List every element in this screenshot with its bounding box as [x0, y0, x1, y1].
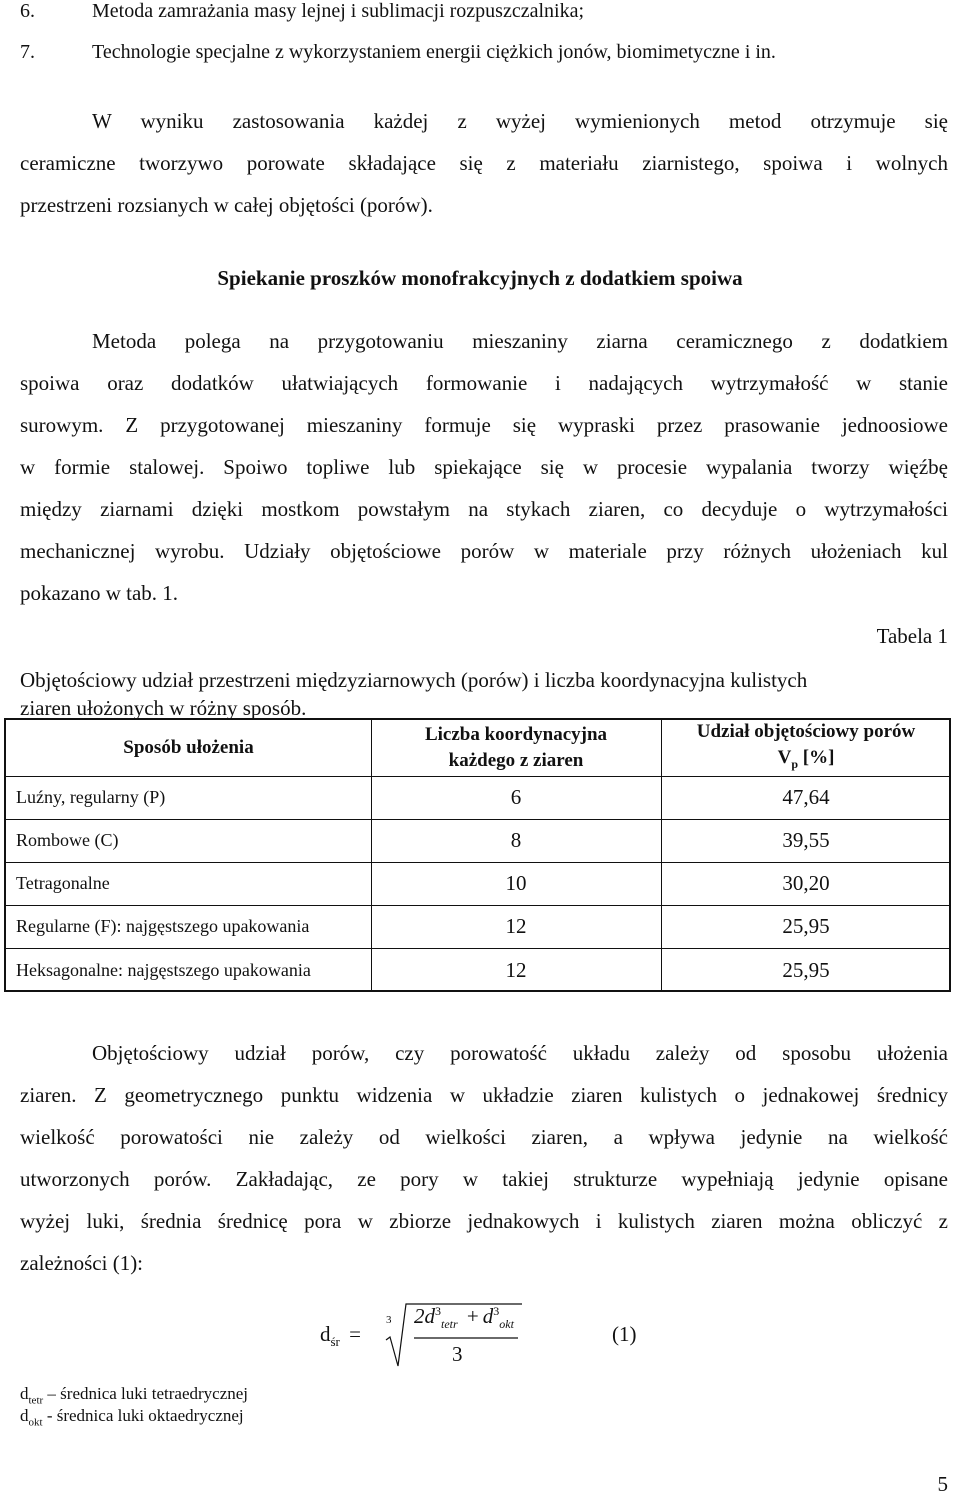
legend-subscript: okt [28, 1416, 43, 1429]
formula-denominator: 3 [452, 1342, 463, 1366]
intro-paragraph [20, 100, 948, 226]
cell-coordination: 12 [505, 914, 527, 938]
porosity-table [4, 718, 951, 992]
paragraph-line: pokazano w tab. 1. [20, 581, 179, 605]
formula [320, 1300, 660, 1380]
table-row [6, 905, 951, 949]
cell-arrangement: Tetragonalne [16, 873, 110, 893]
cell-coordination: 12 [505, 957, 527, 982]
header-subscript: p [791, 756, 798, 771]
table-row [6, 862, 951, 906]
cell-arrangement: Regularne (F): najgęstszego upakowania [16, 916, 310, 936]
list-item-6 [20, 0, 584, 23]
header-symbol: V [777, 747, 792, 769]
paragraph-line: w formie stalowej. Spoiwo topliwe lub spiekające się w procesie wypalania tworzy więźbę [20, 455, 948, 479]
legend-subscript: tetr [28, 1394, 44, 1407]
table-label: Tabela 1 [876, 624, 948, 648]
page-number: 5 [937, 1472, 948, 1496]
legend-symbol: d [20, 1384, 29, 1403]
legend-okt [20, 1406, 244, 1428]
formula-numerator [414, 1304, 514, 1332]
header-line: Liczba koordynacyjna [424, 724, 608, 745]
list-number: 7. [20, 41, 35, 63]
paragraph-line: surowym. Z przygotowanej mieszaniny formuje się wypraski przez prasowanie jednoosiowe [20, 413, 948, 437]
formula-lhs [320, 1322, 361, 1350]
paragraph-line: utworzonych porów. Zakładając, ze pory w takiej strukturze wypełniają jedynie opisane [20, 1167, 948, 1191]
paragraph-line: wielkość porowatości nie zależy od wielkości ziaren, a wpływa jedynie na wielkość [20, 1125, 948, 1149]
cell-coordination: 8 [510, 828, 522, 852]
paragraph-line: spoiwa oraz dodatków ułatwiających formowanie i nadających wytrzymałość w stanie [20, 371, 948, 395]
paragraph-line: przestrzeni rozsianych w całej objętości (porów). [20, 193, 433, 217]
paragraph-line: między ziarnami dzięki mostkom powstałym na stykach ziaren, co decyduje o wytrzymałości [20, 497, 948, 521]
legend-tetr [20, 1384, 248, 1406]
cell-coordination: 6 [510, 785, 522, 809]
header-arrangement: Sposób ułożenia [123, 737, 254, 758]
formula-equals: = [349, 1322, 361, 1346]
paragraph-line: mechanicznej wyrobu. Udziały objętościowe porów w materiale przy różnych ułożeniach kul [20, 539, 948, 563]
formula-term: 2d [414, 1304, 435, 1328]
formula-term: d [482, 1304, 494, 1328]
cell-porosity: 30,20 [782, 871, 830, 895]
header-line [778, 745, 835, 777]
header-line: Udział objętościowy porów [696, 721, 916, 743]
formula-symbol: d [320, 1322, 331, 1346]
legend-symbol: d [20, 1406, 29, 1425]
equation-number: (1) [612, 1322, 637, 1346]
cell-porosity: 25,95 [782, 914, 830, 938]
paragraph-line: wyżej luki, średnia średnicę pora w zbiorze jednakowych i kulistych ziaren można obliczyć z [20, 1209, 948, 1233]
list-number: 6. [20, 0, 35, 22]
paragraph-line: Objętościowy udział porów, czy porowatość układu zależy od sposobu ułożenia [92, 1041, 948, 1065]
paragraph-line: ceramiczne tworzywo porowate składające się z materiału ziarnistego, spoiwa i wolnych [20, 151, 948, 175]
porosity-paragraph [20, 1032, 948, 1284]
table-row [6, 776, 951, 820]
paragraph-line: ziaren. Z geometrycznego punktu widzenia w układzie ziaren kulistych o jednakowej średnicy [20, 1083, 948, 1107]
paragraph-line: Metoda polega na przygotowaniu mieszaniny ziarna ceramicznego z dodatkiem [92, 329, 948, 353]
section-title: Spiekanie proszków monofrakcyjnych z dodatkiem spoiwa [217, 266, 743, 290]
list-item-7 [20, 41, 776, 64]
list-text: Metoda zamrażania masy lejnej i sublimacji rozpuszczalnika; [92, 0, 585, 22]
legend-text: - średnica luki oktaedrycznej [42, 1406, 244, 1425]
table-header-row [6, 720, 951, 777]
formula-subscript: śr [330, 1334, 340, 1350]
caption-line: Objętościowy udział przestrzeni międzyziarnowych (porów) i liczba koordynacyjna kulistych [20, 668, 808, 692]
formula-subscript: okt [499, 1317, 514, 1332]
table-row [6, 948, 951, 992]
paragraph-line: zależności (1): [20, 1251, 144, 1275]
formula-subscript: tetr [441, 1317, 458, 1332]
cell-arrangement: Rombowe (C) [16, 830, 119, 850]
list-text: Technologie specjalne z wykorzystaniem energii ciężkich jonów, biomimetyczne i in. [92, 41, 776, 63]
cell-porosity: 39,55 [782, 828, 830, 852]
caption-line: ziaren ułożonych w różny sposób. [20, 696, 307, 720]
formula-exponent: 3 [493, 1304, 500, 1318]
table-caption [20, 666, 950, 722]
root-index: 3 [386, 1314, 392, 1326]
header-unit: [%] [798, 747, 835, 769]
header-porosity [661, 720, 951, 776]
header-line: każdego z ziaren [448, 750, 584, 771]
cell-porosity: 25,95 [782, 957, 830, 982]
cell-arrangement: Luźny, regularny (P) [16, 787, 166, 807]
header-coordination [371, 720, 661, 776]
cell-coordination: 10 [505, 871, 527, 895]
formula-exponent: 3 [435, 1304, 441, 1318]
method-paragraph [20, 320, 948, 614]
formula-plus: + [466, 1304, 479, 1328]
cell-porosity: 47,64 [782, 785, 830, 809]
paragraph-line: W wyniku zastosowania każdej z wyżej wymienionych metod otrzymuje się [92, 109, 948, 133]
legend-text: – średnica luki tetraedrycznej [43, 1384, 249, 1403]
cell-arrangement: Heksagonalne: najgęstszego upakowania [16, 959, 311, 980]
table-row [6, 819, 951, 863]
